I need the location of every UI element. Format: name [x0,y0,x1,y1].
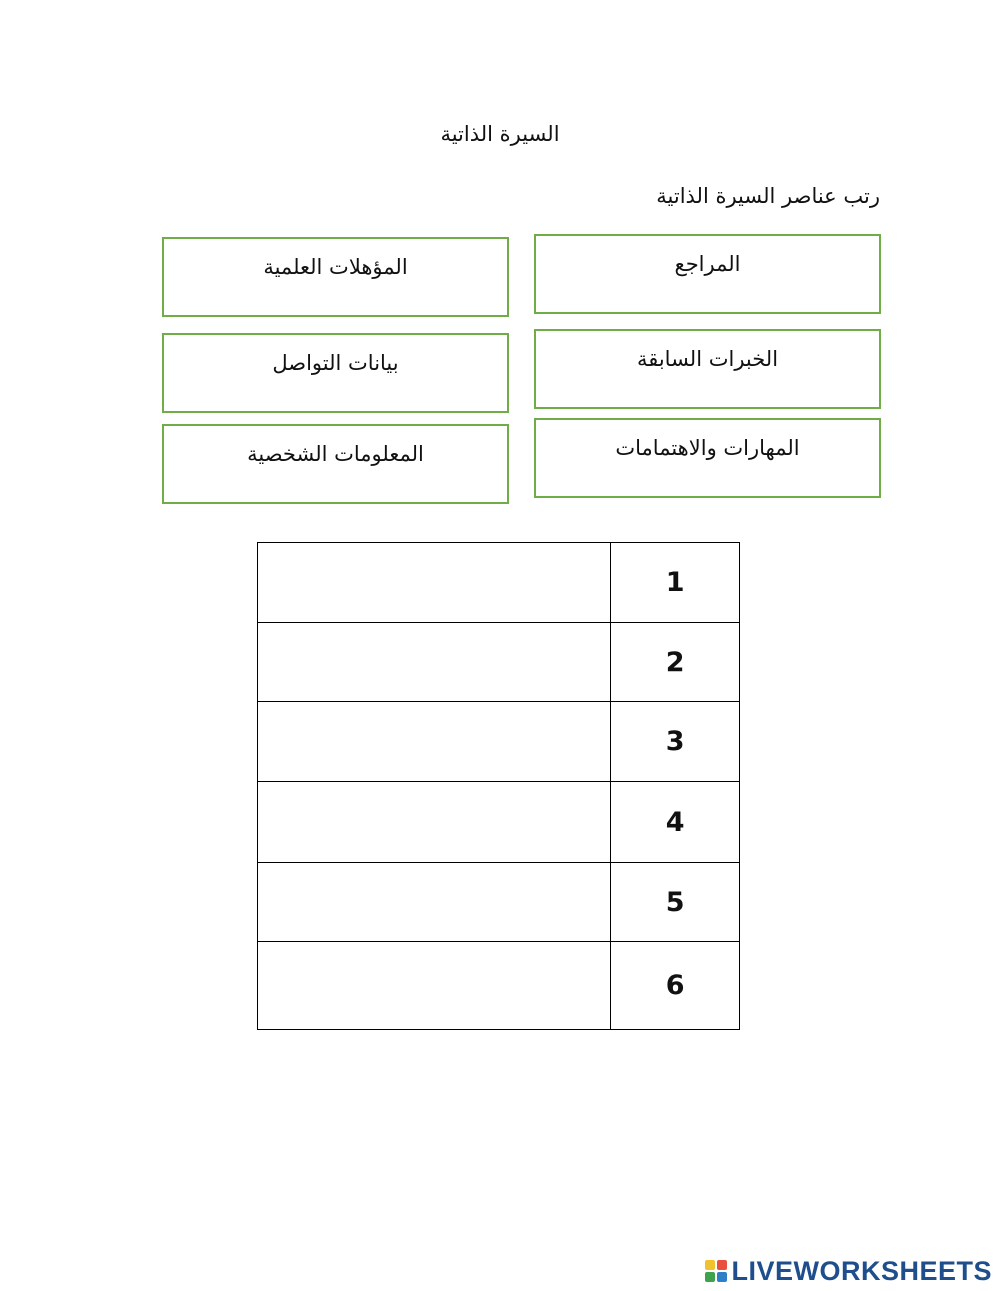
card-references[interactable]: المراجع [534,234,881,314]
logo-block [705,1272,715,1282]
logo-block [705,1260,715,1270]
answer-slot-1[interactable] [258,543,611,623]
answer-slot-2[interactable] [258,623,611,702]
row-number-2: 2 [611,623,740,702]
table-row [258,543,740,623]
logo-block [717,1260,727,1270]
logo-block [717,1272,727,1282]
answer-slot-6[interactable] [258,942,611,1030]
row-number-5: 5 [611,863,740,942]
answer-slot-3[interactable] [258,702,611,782]
answer-slot-5[interactable] [258,863,611,942]
answer-table [257,542,740,1030]
logo-text: LIVEWORKSHEETS [731,1255,992,1286]
card-personal-info[interactable]: المعلومات الشخصية [162,424,509,504]
row-number-6: 6 [611,942,740,1030]
card-contact-info[interactable]: بيانات التواصل [162,333,509,413]
worksheet-title: السيرة الذاتية [440,122,560,146]
table-row [258,702,740,782]
logo-blocks-icon [705,1260,727,1282]
row-number-3: 3 [611,702,740,782]
answer-slot-4[interactable] [258,782,611,863]
row-number-1: 1 [611,543,740,623]
instruction-text: رتب عناصر السيرة الذاتية [656,184,880,208]
liveworksheets-logo [705,1254,992,1288]
card-qualifications[interactable]: المؤهلات العلمية [162,237,509,317]
card-skills-interests[interactable]: المهارات والاهتمامات [534,418,881,498]
card-previous-experience[interactable]: الخبرات السابقة [534,329,881,409]
table-row [258,863,740,942]
table-row [258,942,740,1030]
table-row [258,782,740,863]
table-row [258,623,740,702]
row-number-4: 4 [611,782,740,863]
